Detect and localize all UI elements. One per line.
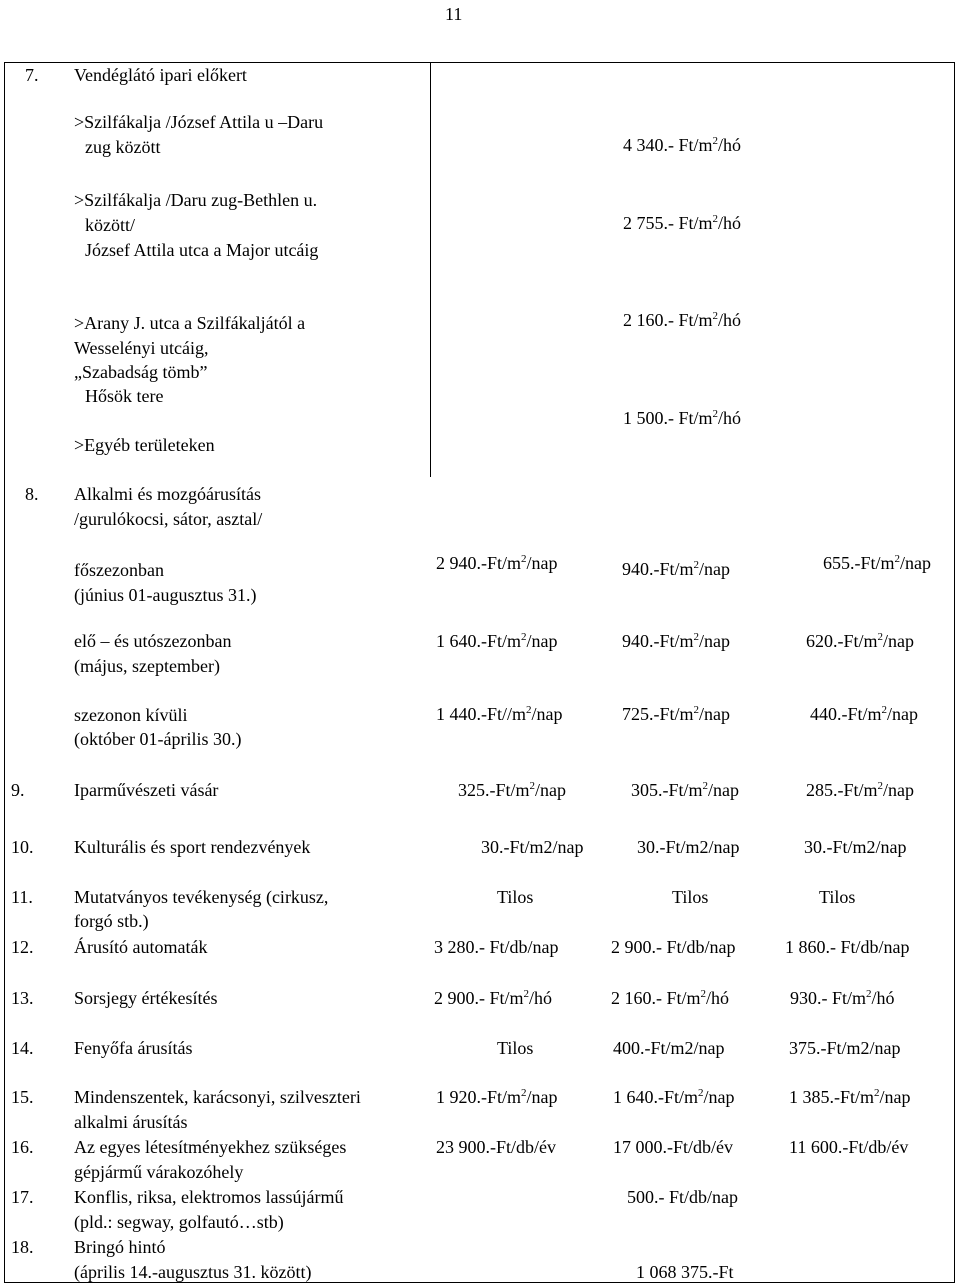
row-10-price-2: 30.-Ft/m2/nap <box>637 837 740 857</box>
row-15-number: 15. <box>11 1087 34 1107</box>
row-8a-price-3: $655.-Ft/m^2$/nap <box>823 553 932 573</box>
row-14-price-1: Tilos <box>497 1038 534 1058</box>
row-18-line1: Bringó hintó <box>74 1237 166 1257</box>
row-11-price-3: Tilos <box>819 887 856 907</box>
row-8c-line2: (október 01-április 30.) <box>74 729 242 749</box>
row-13-label: Sorsjegy értékesítés <box>74 988 218 1008</box>
row-14-label: Fenyőfa árusítás <box>74 1038 193 1058</box>
row-9-number: 9. <box>11 780 25 800</box>
row-16-number: 16. <box>11 1137 34 1157</box>
row-10-number: 10. <box>11 837 34 857</box>
row-12-number: 12. <box>11 937 34 957</box>
row-11-price-1: Tilos <box>497 887 534 907</box>
row-13-price-2: 2 160.- $Ft/m^2/hó$ <box>611 988 730 1008</box>
row-7c-line2: Wesselényi utcáig, <box>74 338 209 358</box>
row-8a-line2: (június 01-augusztus 31.) <box>74 585 257 605</box>
row-11-number: 11. <box>11 887 33 907</box>
row-8c-line1: szezonon kívüli <box>74 705 188 725</box>
row-12-price-1: 3 280.- Ft/db/nap <box>434 937 559 957</box>
row-12-price-3: 1 860.- Ft/db/nap <box>785 937 910 957</box>
row-7c-line1: >Arany J. utca a Szilfákaljától a <box>74 313 306 333</box>
row-7-number: 7. <box>25 65 39 85</box>
row-8b-line1: elő – és utószezonban <box>74 631 232 651</box>
row-18-number: 18. <box>11 1237 34 1257</box>
row-8b-price-3: $620.-Ft/m^2$/nap <box>806 631 915 651</box>
row-7a-price: 4 340.- $Ft/m^2/hó$ <box>623 135 742 155</box>
row-8a-line1: főszezonban <box>74 560 164 580</box>
row-15-price-2: 1 $640.-Ft/m^2$/nap <box>613 1087 735 1107</box>
row-13-number: 13. <box>11 988 34 1008</box>
row-11-line2: forgó stb.) <box>74 911 149 931</box>
row-9-price-1: $325.-Ft/m^2$/nap <box>458 780 567 800</box>
row-15-price-1: 1 $920.-Ft/m^2$/nap <box>436 1087 558 1107</box>
row-14-price-2: 400.-Ft/m2/nap <box>613 1038 725 1058</box>
row-17-number: 17. <box>11 1187 34 1207</box>
row-7b-price: 2 755.- $Ft/m^2/hó$ <box>623 213 742 233</box>
row-15-line1: Mindenszentek, karácsonyi, szilveszteri <box>74 1087 361 1107</box>
row-8b-price-1: 1 $640.-Ft/m^2$/nap <box>436 631 558 651</box>
column-divider <box>430 62 431 477</box>
row-8c-price-2: $725.-Ft/m^2$/nap <box>622 704 731 724</box>
row-7c-line4: Hősök tere <box>85 386 164 406</box>
row-7a-line1: >Szilfákalja /József Attila u –Daru <box>74 112 324 132</box>
row-13-price-1: 2 900.- $Ft/m^2/hó$ <box>434 988 553 1008</box>
row-12-label: Árusító automaták <box>74 937 208 957</box>
row-7b-line1: >Szilfákalja /Daru zug-Bethlen u. <box>74 190 318 210</box>
row-16-line2: gépjármű várakozóhely <box>74 1162 244 1182</box>
row-13-price-3: 930.- $Ft/m^2/hó$ <box>790 988 895 1008</box>
row-8a-price-1: 2 $940.-Ft/m^2$/nap <box>436 553 558 573</box>
page-number: 11 <box>445 4 463 24</box>
row-15-price-3: 1 $385.-Ft/m^2$/nap <box>789 1087 911 1107</box>
row-8b-price-2: $940.-Ft/m^2$/nap <box>622 631 731 651</box>
row-14-number: 14. <box>11 1038 34 1058</box>
row-8c-price-3: $440.-Ft/m^2$/nap <box>810 704 919 724</box>
row-17-price: 500.- Ft/db/nap <box>627 1187 738 1207</box>
row-17-line1: Konflis, riksa, elektromos lassújármű <box>74 1187 344 1207</box>
row-11-line1: Mutatványos tevékenység (cirkusz, <box>74 887 329 907</box>
row-8-line2: /gurulókocsi, sátor, asztal/ <box>74 509 263 529</box>
row-16-line1: Az egyes létesítményekhez szükséges <box>74 1137 347 1157</box>
row-7b-line3: József Attila utca a Major utcáig <box>85 240 319 260</box>
row-8c-price-1: 1 $440.-Ft//m^2$/nap <box>436 704 563 724</box>
row-7b-line2: között/ <box>85 215 135 235</box>
row-8-line1: Alkalmi és mozgóárusítás <box>74 484 261 504</box>
row-8b-line2: (május, szeptember) <box>74 656 220 676</box>
row-7c-line3: „Szabadság tömb” <box>74 362 208 382</box>
row-14-price-3: 375.-Ft/m2/nap <box>789 1038 901 1058</box>
row-7-title: Vendéglátó ipari előkert <box>74 65 247 85</box>
row-12-price-2: 2 900.- Ft/db/nap <box>611 937 736 957</box>
row-11-price-2: Tilos <box>672 887 709 907</box>
row-8a-price-2: $940.-Ft/m^2$/nap <box>622 559 731 579</box>
row-16-price-2: 17 000.-Ft/db/év <box>613 1137 733 1157</box>
row-7d-price: 1 500.- $Ft/m^2/hó$ <box>623 408 742 428</box>
row-15-line2: alkalmi árusítás <box>74 1112 188 1132</box>
row-10-price-3: 30.-Ft/m2/nap <box>804 837 907 857</box>
row-8-number: 8. <box>25 484 39 504</box>
row-9-label: Iparművészeti vásár <box>74 780 219 800</box>
row-9-price-3: $285.-Ft/m^2$/nap <box>806 780 915 800</box>
row-10-label: Kulturális és sport rendezvények <box>74 837 311 857</box>
row-16-price-1: 23 900.-Ft/db/év <box>436 1137 556 1157</box>
row-16-price-3: 11 600.-Ft/db/év <box>789 1137 909 1157</box>
row-10-price-1: 30.-Ft/m2/nap <box>481 837 584 857</box>
row-18-line2: (április 14.-augusztus 31. között) <box>74 1262 312 1282</box>
row-7d-line1: >Egyéb területeken <box>74 435 215 455</box>
row-7a-line2: zug között <box>85 137 161 157</box>
row-17-line2: (pld.: segway, golfautó…stb) <box>74 1212 284 1232</box>
row-18-price: 1 068 375.-Ft <box>636 1262 734 1282</box>
row-7c-price: 2 160.- $Ft/m^2/hó$ <box>623 310 742 330</box>
row-9-price-2: $305.-Ft/m^2$/nap <box>631 780 740 800</box>
